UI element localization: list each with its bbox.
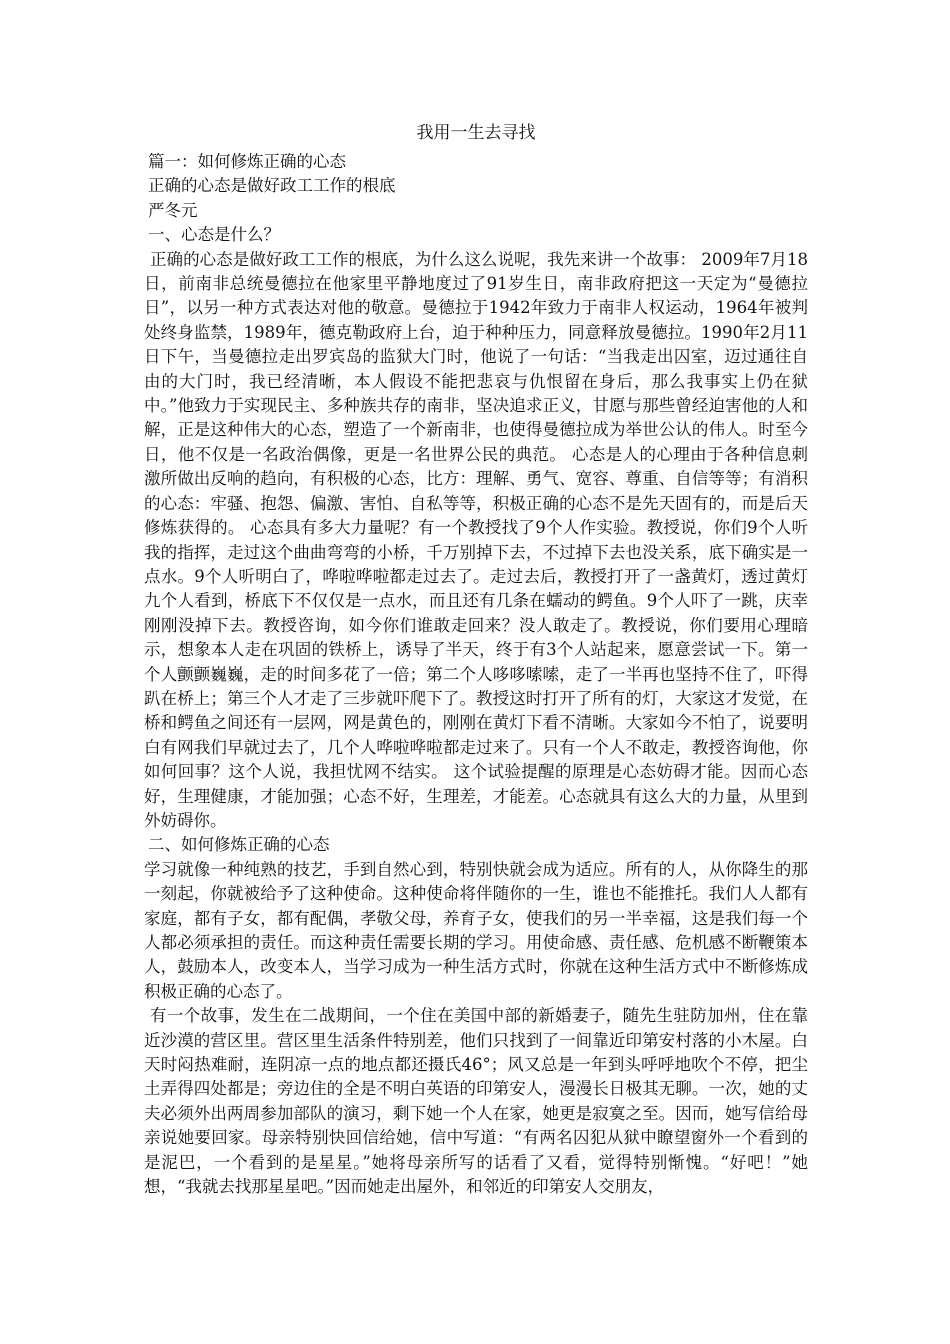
section-heading-1: 一、心态是什么？ <box>148 225 280 245</box>
article-heading: 篇一：如何修炼正确的心态 <box>148 152 346 171</box>
body-paragraph-3: 有一个故事，发生在二战期间，一个住在美国中部的新婚妻子，随先生驻防加州，住在靠近沙漠的营区里。营区里生活条件特别差，他们只找到了一间靠近印第安村落的小木屋。白天时闷热难耐，连阴凉一点的地点都还摄氏46°；风又总是一年到头呼呼地吹个不停，把尘土弄得四处都是；旁边住的全是不明白英语的印第安人，漫漫长日极其无聊。一次，她的丈夫必须外出两周参加部队的演习，剩下她一个人在家，她更是寂寞之至。因而，她写信给母亲说她要回家。母亲特别快回信给她，信中写道：“有两名囚犯从狱中瞭望窗外一个看到的是泥巴，一个看到的是星星。”她将母亲所写的话看了又看，觉得特别惭愧。“好吧！”她想，“我就去找那星星吧。”因而她走出屋外，和邻近的印第安人交朋友， <box>144 1006 808 1197</box>
document-page <box>144 120 808 1199</box>
author-name: 严冬元 <box>148 200 198 220</box>
document-title: 我用一生去寻找 <box>416 123 536 143</box>
body-paragraph-2: 学习就像一种纯熟的技艺，手到自然心到，特别快就会成为适应。所有的人，从你降生的那一刻起，你就被给予了这种使命。这种使命将伴随你的一生，谁也不能推托。我们人人都有家庭，都有子女，都有配偶，孝敬父母，养育子女，使我们的另一半幸福，这是我们每一个人都必须承担的责任。而这种责任需要长期的学习。用使命感、责任感、危机感不断鞭策本人，鼓励本人，改变本人，当学习成为一种生活方式时，你就在这种生活方式中不断修炼成积极正确的心态了。 <box>144 859 808 1001</box>
body-paragraph-1: 正确的心态是做好政工工作的根底，为什么这么说呢，我先来讲一个故事： 2009年7月18日，前南非总统曼德拉在他家里平静地度过了91岁生日，南非政府把这一天定为“曼德拉日”，以另一种方式表达对他的敬意。曼德拉于1942年致力于南非人权运动，1964年被判处终身监禁，1989年，德克勒政府上台，迫于种种压力，同意释放曼德拉。1990年2月11日下午，当曼德拉走出罗宾岛的监狱大门时，他说了一句话：“当我走出囚室，迈过通往自由的大门时，我已经清晰，本人假设不能把悲哀与仇恨留在身后，那么我事实上仍在狱中。”他致力于实现民主、多种族共存的南非，坚决追求正义，甘愿与那些曾经迫害他的人和解，正是这种伟大的心态，塑造了一个新南非，也使得曼德拉成为举世公认的伟人。时至今日，他不仅是一名政治偶像，更是一名世界公民的典范。 心态是人的心理由于各种信息刺激所做出反响的趋向，有积极的心态，比方：理解、勇气、宽容、尊重、自信等等；有消积的心态：牢骚、抱怨、偏激、害怕、自私等等，积极正确的心态不是先天固有的，而是后天修炼获得的。 心态具有多大力量呢？有一个教授找了9个人作实验。教授说，你们9个人听我的指挥，走过这个曲曲弯弯的小桥，千万别掉下去，不过掉下去也没关系，底下确实是一点水。9个人听明白了，哗啦哗啦都走过去了。走过去后，教授打开了一盏黄灯，透过黄灯九个人看到，桥底下不仅仅是一点水，而且还有几条在蠕动的鳄鱼。9个人吓了一跳，庆幸刚刚没掉下去。教授咨询，如今你们谁敢走回来？没人敢走了。教授说，你们要用心理暗示，想象本人走在巩固的铁桥上，诱导了半天，终于有3个人站起来，愿意尝试一下。第一个人颤颤巍巍，走的时间多花了一倍；第二个人哆哆嗦嗦，走了一半再也坚持不住了，吓得趴在桥上；第三个人才走了三步就吓爬下了。教授这时打开了所有的灯，大家这才发觉，在桥和鳄鱼之间还有一层网，网是黄色的，刚刚在黄灯下看不清晰。大家如今不怕了，说要明白有网我们早就过去了，几个人哗啦哗啦都走过来了。只有一个人不敢走，教授咨询他，你如何回事？这个人说，我担忧网不结实。 这个试验提醒的原理是心态妨碍才能。因而心态好，生理健康，才能加强；心态不好，生理差，才能差。心态就具有这么大的力量，从里到外妨碍你。 <box>144 249 808 830</box>
section-heading-2: 二、如何修炼正确的心态 <box>148 835 330 855</box>
article-subtitle: 正确的心态是做好政工工作的根底 <box>148 176 396 196</box>
